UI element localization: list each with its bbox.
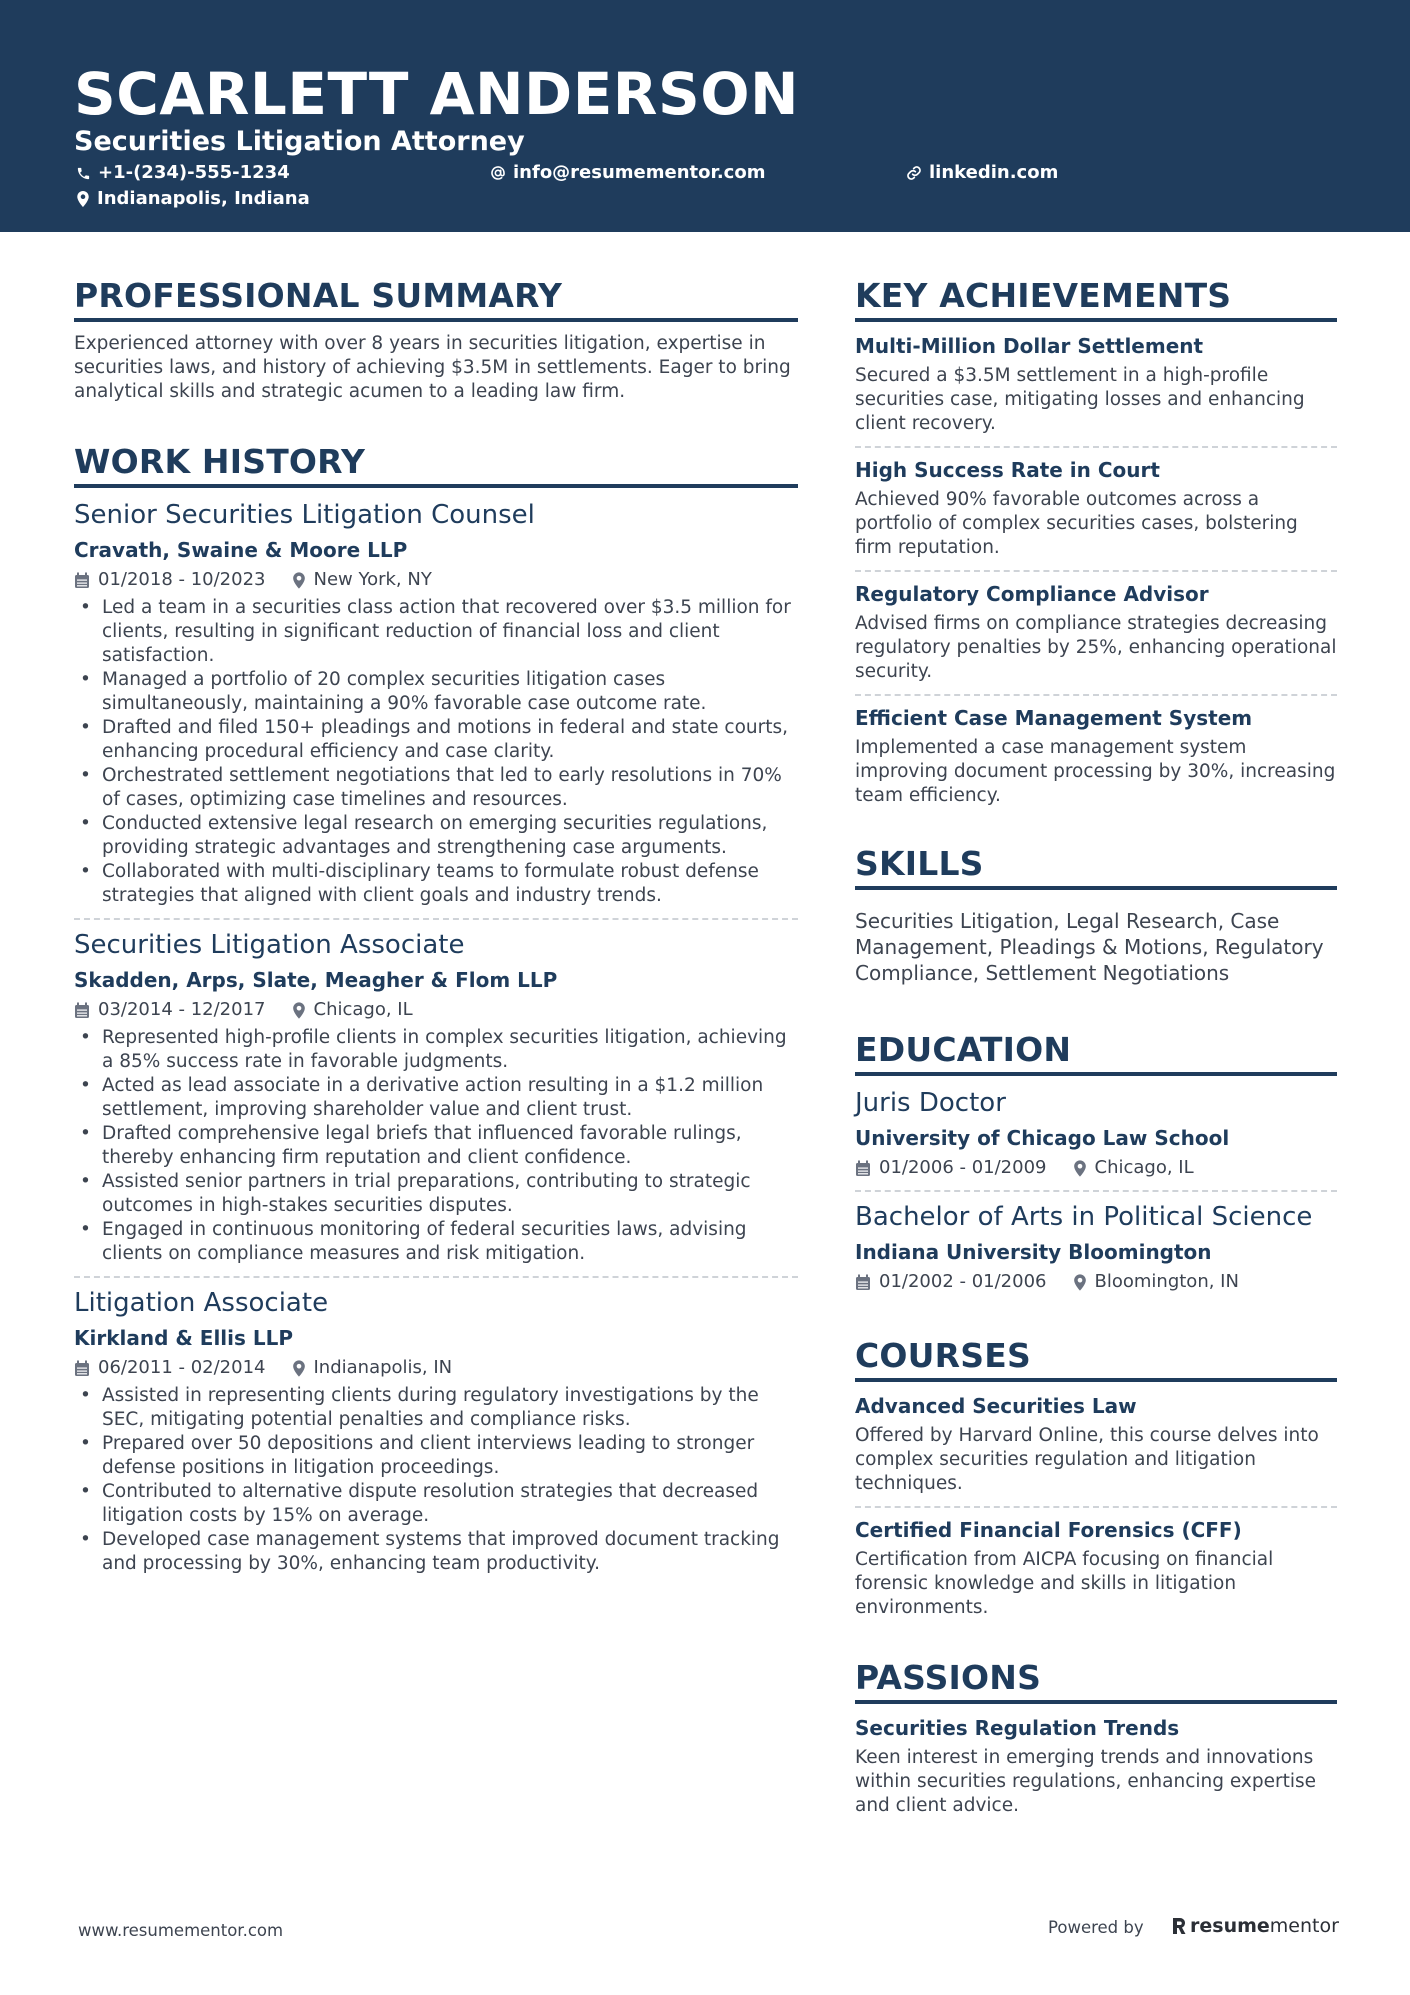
job-bullet: • Assisted senior partners in trial preparations, contributing to strategic outcomes in high-stakes securities disputes.	[74, 1170, 798, 1218]
course-desc: Offered by Harvard Online, this course delves into complex securities regulation and litigation techniques.	[855, 1425, 1319, 1494]
job-bullet: • Drafted and filed 150+ pleadings and motions in federal and state courts, enhancing procedural efficiency and case clarity.	[74, 716, 798, 764]
divider	[855, 446, 1337, 448]
footer-website[interactable]: www.resumementor.com	[78, 1921, 284, 1940]
candidate-name: SCARLETT ANDERSON	[74, 60, 800, 128]
achievement-desc: Secured a $3.5M settlement in a high-profile securities case, mitigating losses and enhancing client recovery.	[855, 365, 1305, 434]
map-pin-icon	[292, 1002, 306, 1019]
email-text: info@resumementor.com	[513, 162, 766, 183]
job-title: Securities Litigation Associate	[74, 930, 465, 960]
calendar-icon	[855, 1274, 871, 1291]
contact-email	[490, 161, 765, 185]
education-meta	[855, 1270, 1337, 1294]
job-bullet: • Managed a portfolio of 20 complex securities litigation cases simultaneously, maintaining a 90% favorable case outcome rate.	[74, 668, 798, 716]
resume-header	[0, 0, 1410, 232]
phone-text: +1-(234)-555-1234	[98, 162, 290, 183]
achievement-desc: Achieved 90% favorable outcomes across a portfolio of complex securities cases, bolstering firm reputation.	[855, 489, 1298, 558]
job-bullet: • Acted as lead associate in a derivative action resulting in a $1.2 million settlement, improving shareholder value and client trust.	[74, 1074, 798, 1122]
job-dates: 03/2014 - 12/2017	[98, 999, 266, 1020]
job-bullet: • Led a team in a securities class action that recovered over $3.5 million for clients, resulting in significant reduction of financial loss and client satisfaction.	[74, 596, 798, 668]
education-degree: Bachelor of Arts in Political Science	[855, 1202, 1313, 1232]
achievement-item	[855, 456, 1337, 560]
course-desc: Certification from AICPA focusing on financial forensic knowledge and skills in litigation environments.	[855, 1549, 1274, 1618]
section-title-skills: SKILLS	[855, 844, 1337, 890]
education-school: Indiana University Bloomington	[855, 1240, 1212, 1264]
section-title-work: WORK HISTORY	[74, 442, 798, 488]
job-company: Kirkland & Ellis LLP	[74, 1326, 294, 1350]
job-bullet: • Conducted extensive legal research on emerging securities regulations, providing strategic advantages and strengthening case arguments.	[74, 812, 798, 860]
education-school: University of Chicago Law School	[855, 1126, 1230, 1150]
job-title: Senior Securities Litigation Counsel	[74, 500, 535, 530]
right-column	[855, 276, 1337, 1818]
achievement-item	[855, 332, 1337, 436]
job-location	[292, 998, 413, 1022]
education-location-text: Bloomington, IN	[1094, 1271, 1239, 1292]
job-bullet: • Engaged in continuous monitoring of federal securities laws, advising clients on compliance measures and risk mitigation.	[74, 1218, 798, 1266]
job-bullet: • Collaborated with multi-disciplinary teams to formulate robust defense strategies that aligned with client goals and industry trends.	[74, 860, 798, 908]
map-pin-icon	[292, 572, 306, 589]
divider	[855, 694, 1337, 696]
achievement-item	[855, 580, 1337, 684]
job-meta	[74, 1356, 798, 1380]
job-bullet: • Represented high-profile clients in complex securities litigation, achieving a 85% success rate in favorable judgments.	[74, 1026, 798, 1074]
skills-text: Securities Litigation, Legal Research, Case Management, Pleadings & Motions, Regulatory Compliance, Settlement Negotiations	[855, 909, 1324, 985]
job-meta	[74, 568, 798, 592]
link-icon	[906, 165, 922, 181]
job-bullets	[74, 596, 798, 908]
job-location-text: New York, NY	[313, 569, 432, 590]
divider	[855, 1506, 1337, 1508]
passion-title: Securities Regulation Trends	[855, 1716, 1180, 1740]
passion-desc: Keen interest in emerging trends and innovations within securities regulations, enhancing expertise and client advice.	[855, 1747, 1317, 1816]
job-bullet: • Contributed to alternative dispute resolution strategies that decreased litigation costs by 15% on average.	[74, 1480, 798, 1528]
achievement-desc: Implemented a case management system improving document processing by 30%, increasing team efficiency.	[855, 737, 1336, 806]
achievement-title: Multi-Million Dollar Settlement	[855, 334, 1204, 358]
calendar-icon	[74, 1002, 90, 1019]
job-bullet: • Developed case management systems that improved document tracking and processing by 30%, enhancing team productivity.	[74, 1528, 798, 1576]
phone-icon	[76, 166, 91, 181]
achievement-title: Efficient Case Management System	[855, 706, 1253, 730]
location-text: Indianapolis, Indiana	[97, 188, 310, 209]
job-location-text: Chicago, IL	[313, 999, 413, 1020]
divider	[74, 918, 798, 920]
section-title-summary: PROFESSIONAL SUMMARY	[74, 276, 798, 322]
job-entry	[74, 498, 798, 908]
achievement-title: Regulatory Compliance Advisor	[855, 582, 1209, 606]
job-bullets	[74, 1384, 798, 1576]
job-bullet: • Drafted comprehensive legal briefs that influenced favorable rulings, thereby enhancing firm reputation and client confidence.	[74, 1122, 798, 1170]
course-item	[855, 1516, 1337, 1620]
passion-item	[855, 1714, 1337, 1818]
job-dates: 06/2011 - 02/2014	[98, 1357, 266, 1378]
divider	[855, 570, 1337, 572]
job-company: Skadden, Arps, Slate, Meagher & Flom LLP	[74, 968, 558, 992]
education-location	[1073, 1156, 1194, 1180]
job-bullet: • Prepared over 50 depositions and client interviews leading to stronger defense positions in litigation proceedings.	[74, 1432, 798, 1480]
job-title: Litigation Associate	[74, 1288, 329, 1318]
education-degree: Juris Doctor	[855, 1088, 1006, 1118]
job-company: Cravath, Swaine & Moore LLP	[74, 538, 408, 562]
map-pin-icon	[1073, 1274, 1087, 1291]
powered-by-label: Powered by	[1048, 1918, 1144, 1937]
map-pin-icon	[1073, 1160, 1087, 1177]
contact-phone	[76, 161, 290, 185]
summary-text: Experienced attorney with over 8 years in securities litigation, expertise in securities laws, and history of achieving $3.5M in settlements. Eager to bring analytical skills and strategic acumen to a leading law firm.	[74, 333, 791, 402]
job-location	[292, 568, 432, 592]
divider	[855, 1190, 1337, 1192]
map-pin-icon	[76, 191, 90, 207]
job-bullets	[74, 1026, 798, 1266]
achievement-desc: Advised firms on compliance strategies decreasing regulatory penalties by 25%, enhancing operational security.	[855, 613, 1337, 682]
job-bullet: • Assisted in representing clients during regulatory investigations by the SEC, mitigating potential penalties and compliance risks.	[74, 1384, 798, 1432]
job-location-text: Indianapolis, IN	[313, 1357, 453, 1378]
education-dates: 01/2006 - 01/2009	[879, 1157, 1047, 1178]
at-icon	[490, 165, 506, 181]
section-title-education: EDUCATION	[855, 1030, 1337, 1076]
calendar-icon	[74, 572, 90, 589]
map-pin-icon	[292, 1360, 306, 1377]
job-entry	[74, 1286, 798, 1576]
course-item	[855, 1392, 1337, 1496]
brand-name-regular: mentor	[1269, 1915, 1339, 1937]
brand-name-bold: resume	[1190, 1915, 1270, 1937]
education-item	[855, 1200, 1337, 1294]
achievement-item	[855, 704, 1337, 808]
calendar-icon	[74, 1360, 90, 1377]
job-entry	[74, 928, 798, 1266]
contact-location	[76, 187, 310, 211]
divider	[74, 1276, 798, 1278]
contact-linkedin	[906, 161, 1058, 185]
education-dates: 01/2002 - 01/2006	[879, 1271, 1047, 1292]
section-title-achievements: KEY ACHIEVEMENTS	[855, 276, 1337, 322]
job-meta	[74, 998, 798, 1022]
left-column	[74, 276, 798, 1576]
education-location-text: Chicago, IL	[1094, 1157, 1194, 1178]
section-title-passions: PASSIONS	[855, 1658, 1337, 1704]
course-title: Advanced Securities Law	[855, 1394, 1137, 1418]
achievement-title: High Success Rate in Court	[855, 458, 1160, 482]
course-title: Certified Financial Forensics (CFF)	[855, 1518, 1242, 1542]
candidate-role: Securities Litigation Attorney	[74, 126, 525, 157]
education-meta	[855, 1156, 1337, 1180]
calendar-icon	[855, 1160, 871, 1177]
job-dates: 01/2018 - 10/2023	[98, 569, 266, 590]
brand-logo[interactable]	[1171, 1914, 1339, 1938]
education-location	[1073, 1270, 1239, 1294]
linkedin-text: linkedin.com	[929, 162, 1059, 183]
job-bullet: • Orchestrated settlement negotiations that led to early resolutions in 70% of cases, optimizing case timelines and resources.	[74, 764, 798, 812]
education-item	[855, 1086, 1337, 1180]
job-location	[292, 1356, 453, 1380]
resumementor-logo-icon	[1171, 1916, 1187, 1936]
section-title-courses: COURSES	[855, 1336, 1337, 1382]
